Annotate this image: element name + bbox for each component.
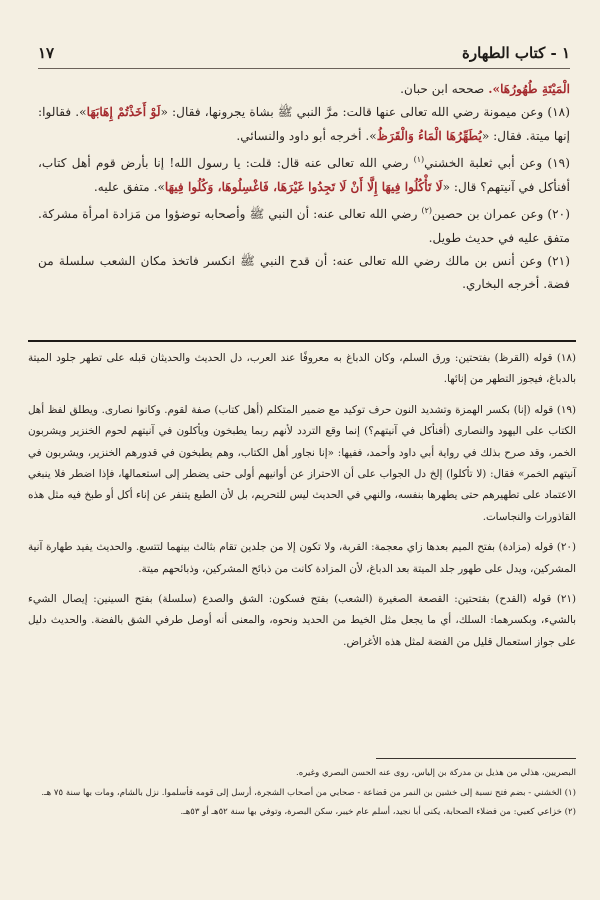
- prophetic-quote: الْمَيْتَةِ طُهُورُهَا».: [488, 82, 570, 96]
- footnote-1: (١) الخشني - بضم فتح نسبة إلى خشين بن النمر من قضاعة - صحابي من أصحاب الشجرة، أرسل إلى قومه فأسلموا. نزل بالشام، ومات بها سنة ٧٥ هـ.: [41, 787, 576, 798]
- hadith-text-span: ». أخرجه أبو داود والنسائي.: [236, 128, 377, 143]
- prophetic-quote: يُطَهِّرُهَا الْمَاءُ وَالْقَرَظُ: [376, 128, 482, 143]
- page-number: ١٧: [38, 44, 55, 62]
- prophetic-quote: لَا تَأْكُلُوا فِيهَا إِلَّا أَنْ لَا تَجِدُوا غَيْرَهَا، فَاغْسِلُوهَا، وَكُلُوا فِيهَا: [164, 179, 443, 194]
- paragraph-gap: [28, 391, 576, 400]
- hadith-text-span: ». فقالوا: إنها ميتة. فقال: «: [38, 105, 570, 143]
- commentary-21: (٢١) قوله (القدح) بفتحتين: القصعة الصغيرة (الشعب) بفتح فسكون: الشق والصدع (سلسلة) بفتح السينين: إيصال الشيء بالشيء، وبكسرهما: السلك، أي ما يجعل مثل الخيط من الحديد ونحوه، والمعنى أنه أوصل طرفي الشق بالفضة. والحديث دليل على جواز استعمال قليل من الفضة لمثل هذه الأغراض.: [28, 593, 576, 648]
- hadith-text-span: (٢٠) وعن عمران بن حصين: [431, 207, 570, 222]
- paragraph-gap: [28, 528, 576, 537]
- footnote-continuation: البصريين، هذلي من هذيل بن مدركة بن إلياس، روى عنه الحسن البصري وغيره.: [296, 768, 576, 778]
- commentary: [28, 348, 576, 653]
- commentary-20: (٢٠) قوله (مزادة) بفتح الميم بعدها زاي معجمة: القربة، ولا تكون إلا من جلدين تقام بثالث بينهما لتتسع. والحديث يفيد طهارة آنية المشركين، ويدل على طهور جلد الميتة بعد الدباغ، لأن المزادة كانت من ذبائح المشركين، وذبائحهم ميتة.: [28, 541, 576, 575]
- section-divider: [28, 340, 576, 342]
- hadith-continuation: [38, 78, 570, 101]
- footnote-marker: (١): [413, 155, 425, 165]
- commentary-19: (١٩) قوله (إنا) بكسر الهمزة وتشديد النون حرف توكيد مع ضمير المتكلم (أهل كتاب) صفة لقوم. وكانوا نصارى. ويطلق لفظ أهل الكتاب على اليهود والنصارى (أفنأكل في آنيتهم؟) إنما وقع التردد لأنهم ربما يطبخون ويأكلون في آنيتهم لحوم الخنزير ويشربون الخمر، وقد صرح بذلك في رواية أبي داود وأحمد، ففيها: «إنا نجاور أهل الكتاب، وهم يطبخون في قدورهم الخنزير، ويشربون في آنيتهم الخمر» فقال: (لا تأكلوا) إلخ دل الجواب على أن الاحتراز عن أوانيهم أولى حتى يضطر إلى استعمالها، فإذا اضطر فلا ينبغي الاعتماد على تطهيرهم حتى يطهرها بنفسه، والنهي في الحديث ليس للتحريم، بل لأن الطبع يتنفر عن إناء أكل أو طبخ فيه مثل هذه القاذورات والنجاسات.: [28, 403, 576, 523]
- footnote-marker: (٢): [421, 206, 432, 216]
- hadith-text-span: ». متفق عليه.: [93, 179, 165, 194]
- footnote-divider: [376, 758, 576, 759]
- hadith-text-span: رضي الله تعالى عنه: أن النبي ﷺ وأصحابه توضؤوا من مَزادة امرأة مشركة. متفق عليه في حديث طويل.: [38, 207, 570, 245]
- hadith-text-span: صححه ابن حبان.: [400, 82, 489, 96]
- hadith-19: [38, 148, 570, 199]
- hadith-text-span: (١٩) وعن أبي ثعلبة الخشني: [424, 156, 570, 171]
- page-header: [38, 40, 570, 66]
- prophetic-quote: لَوْ أَخَذْتُمْ إِهَابَهَا: [86, 105, 161, 120]
- hadith-21: (٢١) وعن أنس بن مالك رضي الله تعالى عنه: أن قدح النبي ﷺ انكسر فاتخذ مكان الشعب سلسلة من فضة. أخرجه البخاري.: [38, 253, 570, 292]
- footnote-2: (٢) خزاعي كعبي: من فضلاء الصحابة، يكنى أبا نجيد، أسلم عام خيبر، سكن البصرة، وتوفي بها سنة ٥٢هـ أو ٥٣هـ.: [180, 807, 576, 817]
- chapter-title: ١ - كتاب الطهارة: [462, 44, 570, 62]
- header-rule: [38, 68, 570, 69]
- hadith-text-span: (١٨) وعن ميمونة رضي الله تعالى عنها قالت: مرَّ النبي ﷺ بشاة يجرونها، فقال: «: [160, 105, 570, 120]
- hadith-20: [38, 199, 570, 250]
- hadith-text-span: رضي الله تعالى عنه قال: قلت: يا رسول الله! إنا بأرض قوم أهل كتاب، أفنأكل في آنيتهم؟ قال: «: [38, 156, 570, 194]
- footnotes: [28, 764, 576, 823]
- commentary-18: (١٨) قوله (القرظ) بفتحتين: ورق السلم، وكان الدباغ به معروفًا عند العرب، دل الحديث والحديثان قبله على تطهر جلود الميتة بالدباغ، فيجوز التطهر من إنائها.: [28, 352, 576, 386]
- hadith-18: [38, 101, 570, 148]
- paragraph-gap: [28, 580, 576, 589]
- hadith-text: [38, 78, 570, 297]
